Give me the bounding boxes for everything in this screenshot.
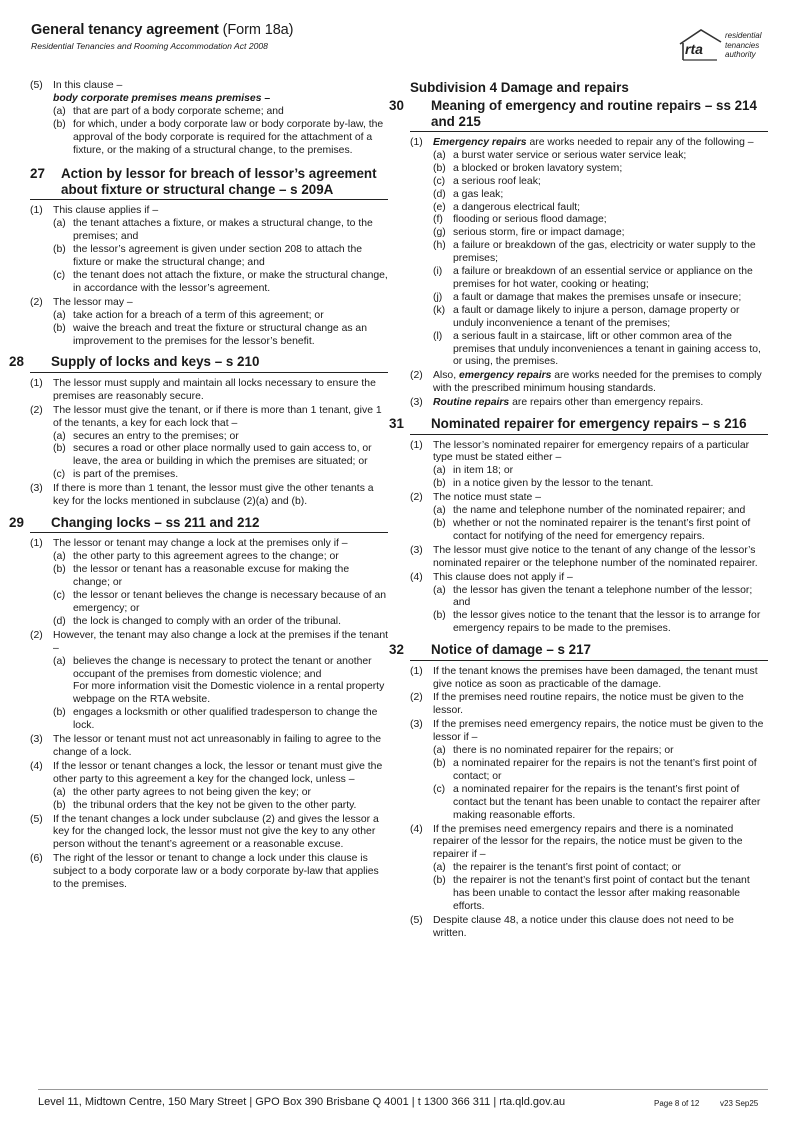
list-item: (c) is part of the premises. [53, 469, 179, 481]
list-item: (d) a gas leak; [433, 188, 504, 200]
clause: (3) If there is more than 1 tenant, the lessor must give the other tenants a key for the locks mentioned in subclause (2)(a) and (b). [30, 483, 374, 508]
clause: (1) This clause applies if – [30, 205, 159, 217]
section-heading-29: 29 Changing locks – ss 211 and 212 [30, 515, 388, 534]
document-subtitle: Residential Tenancies and Rooming Accommodation Act 2008 [31, 41, 268, 51]
clause: (2) However, the tenant may also change a lock at the premises if the tenant – [30, 629, 389, 654]
list-item: (a) that are part of a body corporate scheme; and [53, 105, 284, 117]
list-item: (a) believes the change is necessary to protect the tenant or another occupant of the premises from domestic violence; and [53, 655, 372, 680]
list-item: (a) the other party agrees to not being given the key; or [53, 786, 311, 798]
clause: (4) This clause does not apply if – [410, 571, 573, 583]
list-item: (a) take action for a breach of a term of this agreement; or [53, 309, 324, 321]
list-item: (c) a serious roof leak; [433, 175, 541, 187]
right-column [389, 80, 768, 941]
footer-contact: Level 11, Midtown Centre, 150 Mary Street | GPO Box 390 Brisbane Q 4001 | t 1300 366 311 | rta.qld.gov.au [38, 1096, 566, 1108]
list-item: (a) a burst water service or serious water service leak; [433, 149, 687, 161]
list-item: (b) engages a locksmith or other qualified tradesperson to change the lock. [53, 707, 378, 732]
list-item: (c) a nominated repairer for the repairs is the tenant’s first point of contact but the tenant has been unable to contact the repairer after making reasonable efforts. [433, 783, 761, 821]
list-item: (f) flooding or serious flood damage; [433, 214, 607, 226]
clause: (2) The lessor must give the tenant, or if there is more than 1 tenant, give 1 of the tenants, a key for each lock that – [30, 404, 382, 429]
left-column [9, 80, 389, 892]
list-item: (b) in a notice given by the lessor to the tenant. [433, 478, 654, 490]
section-heading-30: 30 Meaning of emergency and routine repairs – ss 214 and 215 [410, 98, 768, 132]
definition: body corporate premises means premises – [53, 92, 271, 104]
clause: (4) If the premises need emergency repairs and there is a nominated repairer of the lessor for the repairs, the notice must be given to the repairer if – [410, 823, 743, 861]
clause: (3) The lessor or tenant must not act unreasonably in failing to agree to the change of a lock. [30, 734, 382, 758]
logo-mark: rta [685, 41, 703, 57]
list-item: (g) serious storm, fire or impact damage; [433, 227, 625, 239]
section-heading-32: 32 Notice of damage – s 217 [410, 642, 768, 661]
logo-wordmark: residential tenancies authority [725, 31, 762, 59]
section-heading-28: 28 Supply of locks and keys – s 210 [30, 354, 388, 373]
clause: (5) In this clause – [30, 80, 123, 91]
list-item: (i) a failure or breakdown of an essential service or appliance on the premises for hot water, cooking or heating; [433, 266, 753, 290]
list-item: (b) the lessor gives notice to the tenant that the lessor is to arrange for emergency repairs to be made to the premises. [433, 610, 761, 635]
version-label: v23 Sep25 [720, 1099, 759, 1108]
list-item: (b) whether or not the nominated repairer is the tenant’s first point of contact for notifying of the need for emergency repairs. [433, 517, 751, 542]
subdivision-heading: Subdivision 4 Damage and repairs [410, 80, 629, 95]
list-item: (j) a fault or damage that makes the premises unsafe or insecure; [433, 291, 742, 303]
clause: (5) Despite clause 48, a notice under this clause does not need to be written. [410, 914, 734, 939]
list-item: (l) a serious fault in a staircase, lift or other common area of the premises that unduly inconveniences a tenant in gaining access to, or using, the premises. [433, 330, 761, 368]
list-item: (b) the lessor’s agreement is given under section 208 to attach the fixture or make the structural change; and [53, 244, 362, 269]
page-header [31, 22, 771, 68]
list-item: (h) a failure or breakdown of the gas, electricity or water supply to the premises; [433, 240, 756, 265]
clause: (3) The lessor must give notice to the tenant of any change of the lessor’s nominated repairer or the telephone number of the nominated repairer. [410, 544, 758, 569]
list-item: (a) there is no nominated repairer for the repairs; or [433, 745, 674, 757]
list-item: (b) the tribunal orders that the key not be given to the other party. [53, 799, 357, 811]
clause: (6) The right of the lessor or tenant to change a lock under this clause is subject to a body corporate law or a body corporate by-law that applies to the premises. [30, 853, 379, 891]
page-number: Page 8 of 12 [654, 1099, 700, 1108]
list-item: (c) the tenant does not attach the fixture, or make the structural change, in accordance with the lessor’s agreement. [53, 269, 388, 294]
form-number: (Form 18a) [222, 22, 294, 38]
section-heading-27: 27 Action by lessor for breach of lessor’s agreement about fixture or structural change – s 209A [30, 166, 388, 200]
clause: (2) The lessor may – [30, 296, 133, 308]
list-item: (k) a fault or damage likely to injure a person, damage property or unduly inconvenience a tenant of the premises; [433, 304, 740, 329]
list-item: (a) the tenant attaches a fixture, or makes a structural change, to the premises; and [53, 218, 373, 243]
clause: (1) The lessor must supply and maintain all locks necessary to ensure the premises are reasonably secure. [30, 377, 376, 402]
section-heading-31: 31 Nominated repairer for emergency repairs – s 216 [410, 416, 768, 435]
list-item: (b) a blocked or broken lavatory system; [433, 162, 623, 174]
rta-logo [677, 26, 769, 66]
list-item: (b) the lessor or tenant has a reasonable excuse for making the change; or [53, 564, 350, 589]
clause: (5) If the tenant changes a lock under subclause (2) and gives the lessor a key for the changed lock, the lessor must not give the key to any other person without the tenant’s agreement or a reasonable excuse. [30, 813, 379, 851]
clause: (3) If the premises need emergency repairs, the notice must be given to the lessor if – [410, 719, 764, 744]
list-item: (c) the lessor or tenant believes the change is necessary because of an emergency; or [53, 590, 387, 614]
list-item: (a) in item 18; or [433, 465, 514, 477]
clause: (4) If the lessor or tenant changes a lock, the lessor or tenant must give the other party to this agreement a key for the changed lock, unless – [30, 760, 383, 785]
clause: (2) The notice must state – [410, 492, 542, 504]
document-title: General tenancy agreement (Form 18a) [31, 22, 294, 38]
list-item: (d) the lock is changed to comply with an order of the tribunal. [53, 615, 341, 627]
list-item: (a) the lessor has given the tenant a telephone number of the lessor; and [433, 584, 753, 609]
clause: (2) If the premises need routine repairs, the notice must be given to the lessor. [410, 692, 744, 717]
list-item: (b) for which, under a body corporate law or body corporate by-law, the approval of the body corporate is required for the attachment of a fixture, or the making of a structural change, to the premises. [53, 118, 384, 156]
clause: (1) The lessor or tenant may change a lock at the premises only if – [30, 538, 348, 550]
list-item: (a) the name and telephone number of the nominated repairer; and [433, 505, 746, 517]
list-item: (a) the other party to this agreement agrees to the change; or [53, 551, 339, 563]
list-item: (e) a dangerous electrical fault; [433, 201, 581, 213]
list-item: (b) the repairer is not the tenant’s first point of contact but the tenant has been unable to contact the lessor after making reasonable efforts. [433, 875, 750, 912]
list-item: (b) a nominated repairer for the repairs is not the tenant’s first point of contact; or [433, 757, 757, 782]
list-item: (b) waive the breach and treat the fixture or structural change as an improvement to the premises for the lessor’s benefit. [53, 322, 367, 347]
clause: (1) Emergency repairs are works needed to repair any of the following – [410, 137, 754, 148]
page-footer [38, 1089, 768, 1109]
clause: (3) Routine repairs are repairs other than emergency repairs. [410, 397, 704, 409]
note-text: For more information visit the Domestic violence in a rental property webpage on the RTA website. [73, 681, 385, 706]
clause: (2) Also, emergency repairs are works needed for the premises to comply with the prescribed minimum housing standards. [410, 370, 762, 395]
list-item: (a) the repairer is the tenant’s first point of contact; or [433, 862, 681, 874]
list-item: (b) secures a road or other place normally used to gain access to, or leave, the area or building in which the premises are situated; or [53, 443, 372, 468]
clause: (1) The lessor’s nominated repairer for emergency repairs of a particular type must be stated either – [410, 439, 750, 464]
clause: (1) If the tenant knows the premises have been damaged, the tenant must give notice as soon as practicable of the damage. [410, 665, 758, 690]
list-item: (a) secures an entry to the premises; or [53, 430, 239, 442]
